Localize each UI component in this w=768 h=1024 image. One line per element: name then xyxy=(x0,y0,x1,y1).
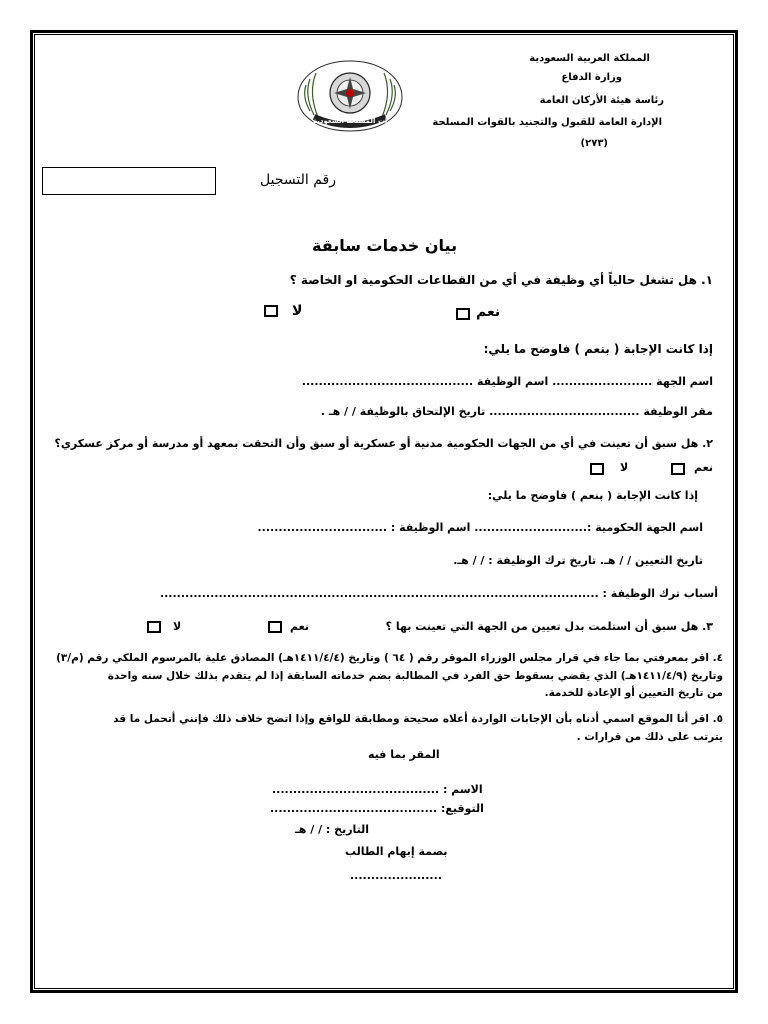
thumbprint-field[interactable]: ...................... xyxy=(350,869,442,882)
q2-entity-line: اسم الجهة الحكومية :........................... اسم الوظيفة : ............................... xyxy=(257,521,703,534)
signature-heading: المقر بما فيه xyxy=(368,748,440,761)
q2-if-yes: إذا كانت الإجابة ( بنعم ) فاوضح ما يلي: xyxy=(487,489,698,502)
q2-dates-line: تاريخ التعيين / / هـ. تاريخ ترك الوظيفة : / / هـ. xyxy=(453,554,703,567)
p4-line3: من تاريخ التعيين أو الإعادة للخدمة. xyxy=(544,687,723,699)
q1-no-label: لا xyxy=(292,303,303,319)
q2-yes-checkbox[interactable] xyxy=(671,463,685,475)
q3-no-checkbox[interactable] xyxy=(147,621,161,633)
q1-if-yes: إذا كانت الإجابة ( بنعم ) فاوضح ما يلي: xyxy=(483,342,713,356)
p4-line1: ٤. اقر بمعرفتي بما جاء في قرار مجلس الوزراء الموقر رقم ( ٦٤ ) وتاريخ (١٤١١/٤/٤هـ) المصادق علية بالمرسوم الملكي رقم (م/٣) xyxy=(56,652,723,664)
q2-text: ٢. هل سبق أن تعينت في أي من الجهات الحكومية مدنية أو عسكرية أو سبق وأن التحقت بمعهد أو مدرسة أو مركز عسكري؟ xyxy=(54,437,713,450)
q2-no-label: لا xyxy=(620,461,629,474)
q1-location-line: مقر الوظيفة .................................... تاريخ الإلتحاق بالوظيفة / / هـ . xyxy=(320,405,713,418)
header-ministry: وزارة الدفاع xyxy=(561,72,622,83)
p4-line2: وتاريخ (١٤١١/٤/٩هـ) الذي يقضي بسقوط حق الفرد في المطالبة بضم خدماته السابقة إذا لم يتقدم بذلك خلال سنه واحدة xyxy=(107,670,723,682)
q1-text: ١. هل تشغل حالياً أي وظيفة في أي من القطاعات الحكومية او الخاصة ؟ xyxy=(289,273,713,287)
signature-name-field[interactable]: الاسم : ........................................ xyxy=(272,783,483,796)
q2-yes-label: نعم xyxy=(694,461,713,474)
q1-yes-label: نعم xyxy=(476,304,501,320)
q2-no-checkbox[interactable] xyxy=(590,463,604,475)
registration-label: رقم التسجيل xyxy=(260,172,336,188)
signature-date-field[interactable]: التاريخ : / / هـ xyxy=(295,823,370,836)
header-form-number: (٢٧٣) xyxy=(580,138,608,149)
page-title: بيان خدمات سابقة xyxy=(312,236,458,255)
thumbprint-label: بصمة إبهام الطالب xyxy=(345,845,448,858)
q1-yes-checkbox[interactable] xyxy=(456,308,470,320)
q3-text: ٣. هل سبق أن استلمت بدل تعيين من الجهة التي تعينت بها ؟ xyxy=(385,620,713,633)
p5-line1: ٥. اقر أنا الموقع اسمي أدناه بأن الإجابات الواردة أعلاه صحيحة ومطابقة للواقع وإذا اتضح خلاف ذلك فإنني أتحمل ما قد xyxy=(113,713,723,725)
p5-line2: يترتب على ذلك من قرارات . xyxy=(576,731,723,743)
q1-no-checkbox[interactable] xyxy=(264,305,278,317)
q3-yes-label: نعم xyxy=(290,620,309,633)
registration-number-field[interactable] xyxy=(42,167,216,195)
q3-yes-checkbox[interactable] xyxy=(268,621,282,633)
q1-entity-line: اسم الجهة ........................ اسم الوظيفة ......................................... xyxy=(301,375,713,388)
logo-text: القوات المسلحة السعودية xyxy=(313,117,402,125)
header-staff: رئاسة هيئة الأركان العامة xyxy=(539,95,664,106)
signature-sign-field[interactable]: التوقيع: ........................................ xyxy=(270,802,484,815)
q3-no-label: لا xyxy=(173,620,182,633)
header-kingdom: المملكة العربية السعودية xyxy=(529,53,650,64)
q2-reasons-line: أسباب ترك الوظيفة : ......................................................................................................... xyxy=(159,587,718,600)
header-department: الإدارة العامة للقبول والتجنيد بالقوات المسلحة xyxy=(432,117,662,128)
